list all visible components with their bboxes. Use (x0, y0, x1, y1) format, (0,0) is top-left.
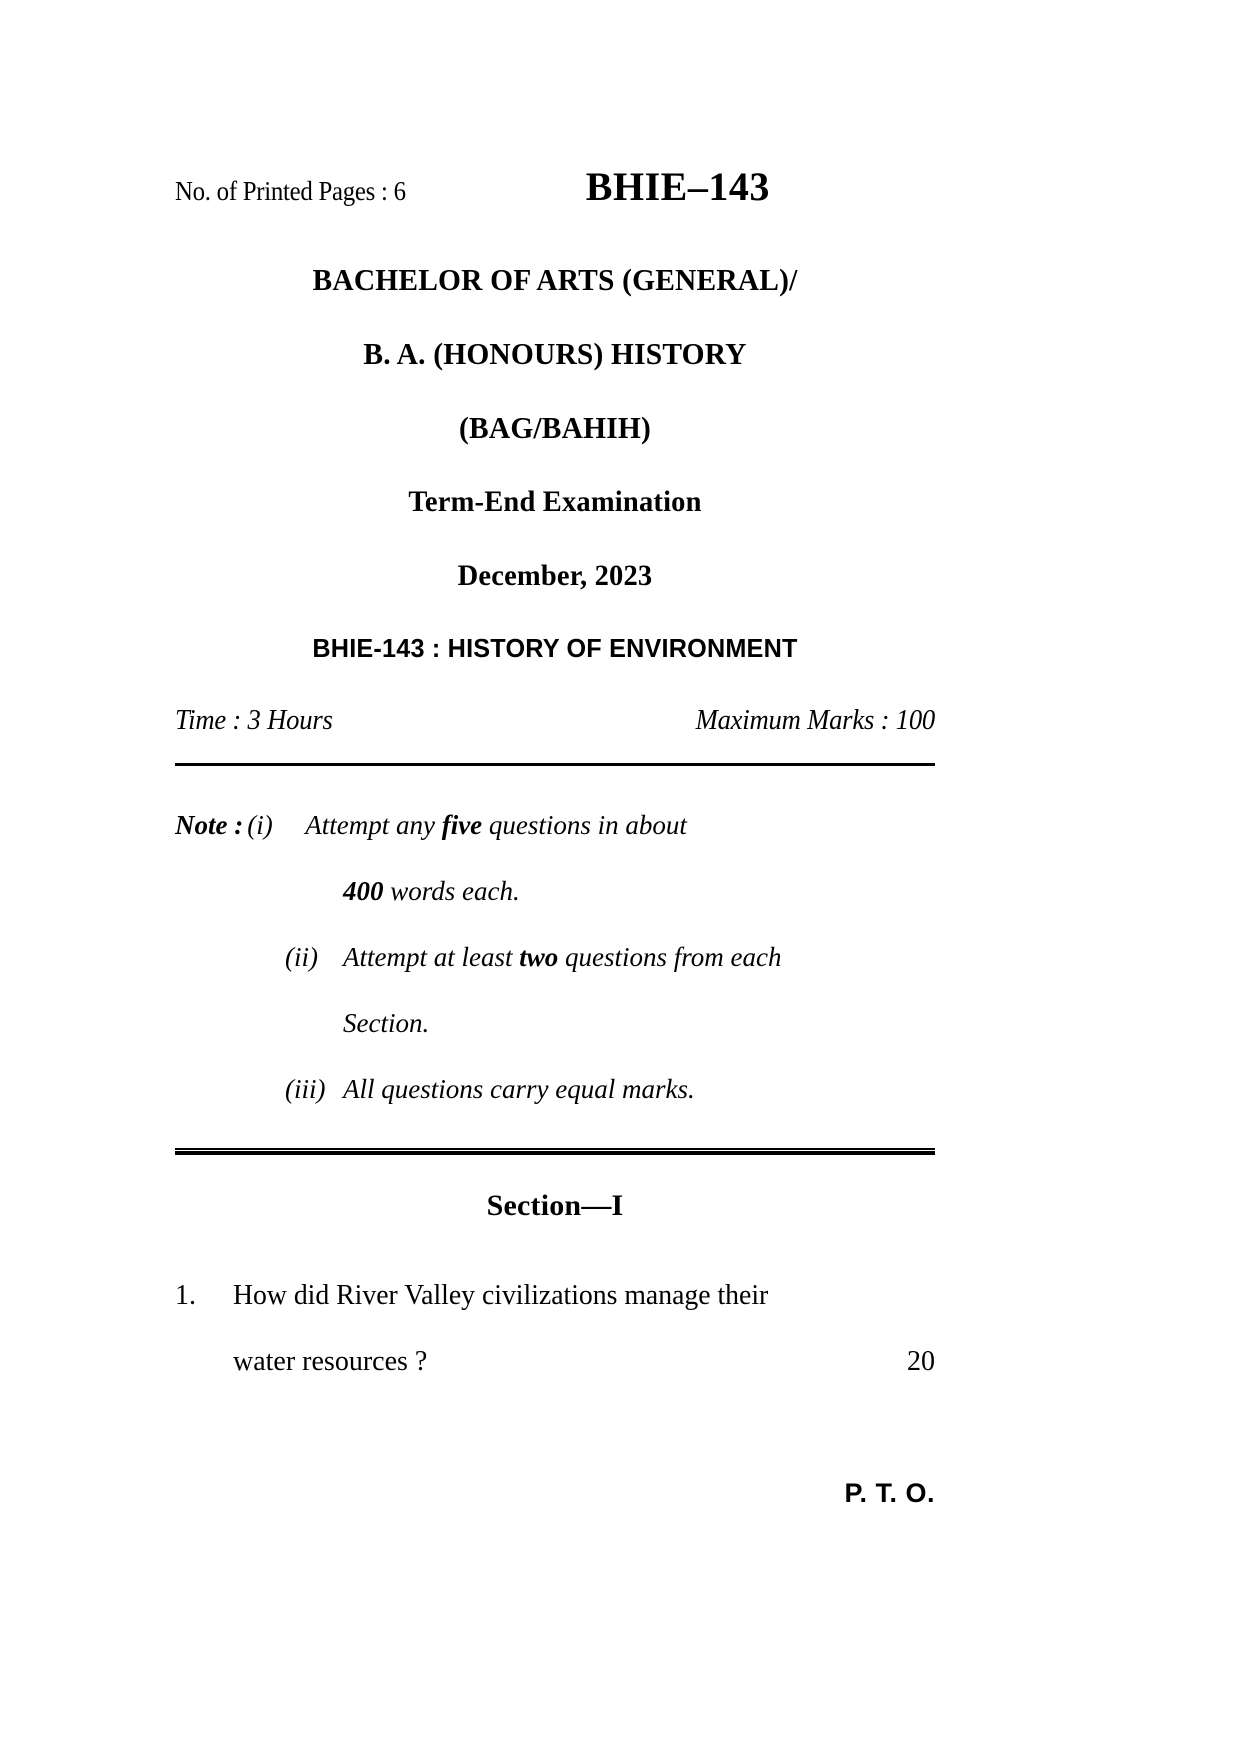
page-header (175, 163, 935, 209)
exam-info-row (175, 705, 935, 737)
note-marker-iii: (iii) (285, 1074, 326, 1104)
note-ii-text-after: questions from each (558, 942, 782, 972)
note-i-line2-text: words each. (383, 876, 520, 906)
note-i-line2-emphasis: 400 (343, 876, 384, 906)
programme-title-line-2: B. A. (HONOURS) HISTORY (363, 336, 747, 371)
note-item-iii (285, 1056, 935, 1122)
note-i-emphasis: five (441, 810, 483, 840)
instructions-note-block (175, 792, 935, 1122)
question-body (233, 1263, 935, 1395)
note-i-text-after: questions in about (482, 810, 687, 840)
note-marker-i: (i) (247, 810, 273, 840)
programme-code-line: (BAG/BAHIH) (459, 410, 651, 445)
note-ii-text-before: Attempt at least (343, 942, 520, 972)
divider-rule-double (175, 1148, 935, 1155)
note-marker-ii: (ii) (285, 942, 318, 972)
programme-title-line-1: BACHELOR OF ARTS (GENERAL)/ (312, 262, 798, 297)
note-item-ii (285, 924, 935, 990)
question-marks: 20 (907, 1346, 935, 1377)
note-text-ii (343, 924, 935, 990)
question-text-line-2: water resources ? (233, 1346, 428, 1377)
section-heading: Section—I (486, 1189, 624, 1222)
exam-duration: Time : 3 Hours (175, 705, 333, 736)
note-text-i (305, 792, 935, 858)
title-block (175, 243, 935, 683)
page-content (175, 0, 935, 1508)
note-item-ii-line2: Section. (343, 1008, 430, 1038)
note-item-i-line2 (343, 858, 935, 924)
exam-maximum-marks: Maximum Marks : 100 (695, 705, 935, 736)
paper-code: BHIE–143 (585, 164, 770, 209)
course-subject-line: BHIE-143 : HISTORY OF ENVIRONMENT (312, 633, 798, 663)
examination-session-line: December, 2023 (457, 559, 653, 592)
note-text-iii: All questions carry equal marks. (343, 1074, 695, 1104)
examination-type-line: Term-End Examination (408, 485, 702, 518)
note-ii-emphasis: two (519, 942, 559, 972)
question-text-line-2-row (233, 1329, 935, 1395)
note-i-text-before: Attempt any (305, 810, 442, 840)
divider-rule-top (175, 763, 935, 766)
note-item-i (175, 792, 935, 858)
question-text-line-1: How did River Valley civilizations manage their (233, 1280, 769, 1311)
question-item (175, 1263, 935, 1395)
note-label: Note : (175, 810, 244, 840)
page-turn-over-label: P. T. O. (844, 1478, 935, 1508)
printed-pages-label: No. of Printed Pages : 6 (175, 176, 406, 206)
question-number: 1. (175, 1280, 196, 1311)
